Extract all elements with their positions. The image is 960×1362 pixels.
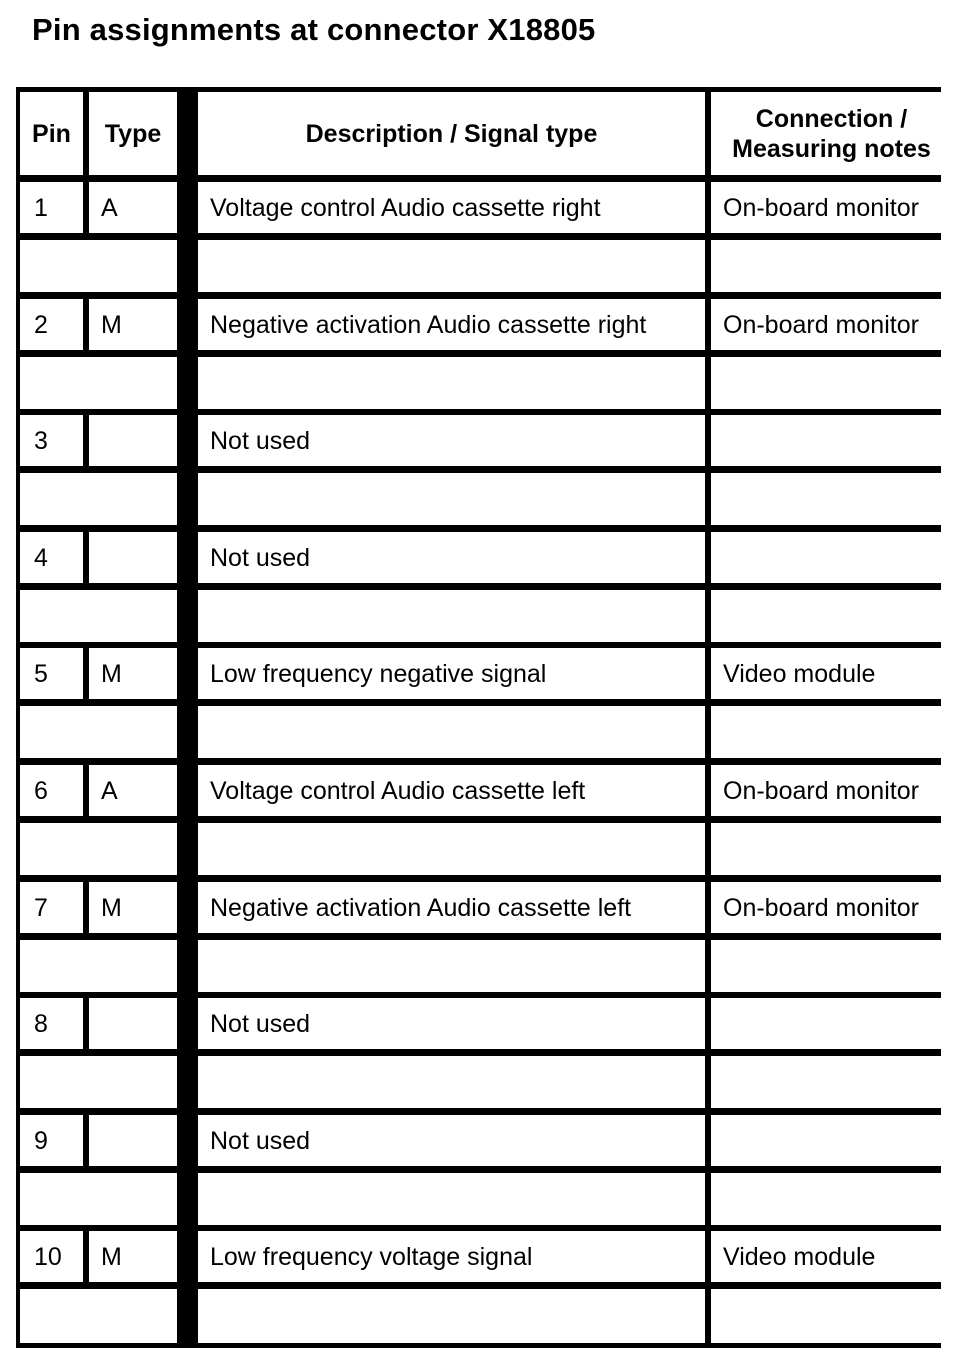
signal-description: Not used [198, 998, 705, 1049]
blank-row-cell [20, 1289, 177, 1343]
pin-assignment-table [16, 87, 941, 1348]
pin-number: 7 [20, 882, 83, 933]
signal-type: A [89, 765, 177, 816]
signal-description: Not used [198, 532, 705, 583]
signal-type: M [89, 299, 177, 350]
blank-row-cell [20, 357, 177, 409]
signal-description: Voltage control Audio cassette right [198, 182, 705, 233]
connection-note: On-board monitor [711, 765, 952, 816]
blank-row-cell [20, 823, 177, 875]
blank-row-cell [198, 590, 705, 642]
signal-type [89, 532, 177, 583]
header-description: Description / Signal type [198, 92, 705, 175]
pin-number: 6 [20, 765, 83, 816]
blank-row-cell [711, 706, 952, 758]
header-pin: Pin [20, 92, 83, 175]
blank-row-cell [711, 473, 952, 525]
signal-type [89, 998, 177, 1049]
pin-number: 9 [20, 1115, 83, 1166]
pin-number: 8 [20, 998, 83, 1049]
blank-row-cell [198, 1056, 705, 1108]
blank-row-cell [198, 1173, 705, 1225]
connection-note [711, 415, 952, 466]
signal-type: M [89, 882, 177, 933]
blank-row-cell [20, 1173, 177, 1225]
blank-row-cell [711, 823, 952, 875]
signal-type [89, 1115, 177, 1166]
signal-description: Low frequency negative signal [198, 648, 705, 699]
blank-row-cell [20, 1056, 177, 1108]
blank-row-cell [20, 940, 177, 992]
pin-number: 5 [20, 648, 83, 699]
header-connection: Connection / Measuring notes [711, 92, 952, 175]
blank-row-cell [711, 357, 952, 409]
blank-row-cell [20, 706, 177, 758]
blank-row-cell [198, 240, 705, 292]
connection-note: Video module [711, 1231, 952, 1282]
blank-row-cell [711, 1056, 952, 1108]
connection-note: On-board monitor [711, 182, 952, 233]
signal-type: M [89, 1231, 177, 1282]
signal-description: Voltage control Audio cassette left [198, 765, 705, 816]
blank-row-cell [198, 473, 705, 525]
blank-row-cell [198, 357, 705, 409]
connection-note [711, 532, 952, 583]
page-title: Pin assignments at connector X18805 [32, 12, 596, 47]
pin-number: 4 [20, 532, 83, 583]
blank-row-cell [711, 1173, 952, 1225]
pin-number: 3 [20, 415, 83, 466]
blank-row-cell [711, 240, 952, 292]
blank-row-cell [20, 240, 177, 292]
signal-description: Low frequency voltage signal [198, 1231, 705, 1282]
signal-description: Negative activation Audio cassette left [198, 882, 705, 933]
signal-description: Negative activation Audio cassette right [198, 299, 705, 350]
blank-row-cell [711, 590, 952, 642]
connection-note [711, 998, 952, 1049]
pin-number: 10 [20, 1231, 83, 1282]
blank-row-cell [198, 1289, 705, 1343]
signal-type: A [89, 182, 177, 233]
signal-type: M [89, 648, 177, 699]
signal-description: Not used [198, 415, 705, 466]
pin-number: 2 [20, 299, 83, 350]
blank-row-cell [198, 706, 705, 758]
blank-row-cell [198, 940, 705, 992]
blank-row-cell [198, 823, 705, 875]
pin-number: 1 [20, 182, 83, 233]
connection-note: On-board monitor [711, 299, 952, 350]
blank-row-cell [20, 590, 177, 642]
blank-row-cell [711, 1289, 952, 1343]
blank-row-cell [20, 473, 177, 525]
header-type: Type [89, 92, 177, 175]
connection-note: On-board monitor [711, 882, 952, 933]
signal-description: Not used [198, 1115, 705, 1166]
blank-row-cell [711, 940, 952, 992]
connection-note [711, 1115, 952, 1166]
signal-type [89, 415, 177, 466]
connection-note: Video module [711, 648, 952, 699]
